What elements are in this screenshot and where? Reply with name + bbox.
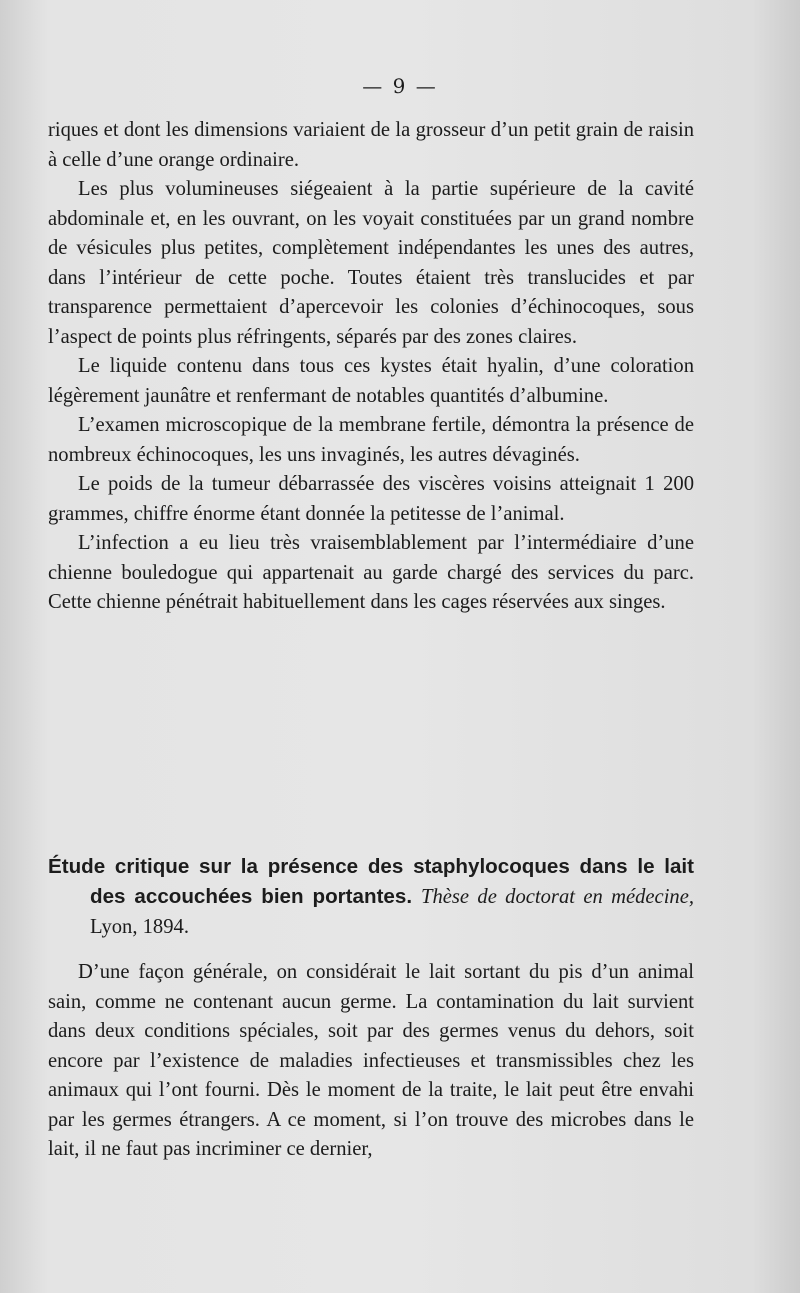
page-number: — 9 — [362,74,438,98]
paragraph: L’examen microscopique de la membrane fertile, démontra la présence de nombreux échinocoques, les uns invaginés, les autres dévaginés. [48,414,694,466]
paragraph: Le poids de la tumeur débarrassée des viscères voisins atteignait 1 200 grammes, chiffre énorme étant donnée la petitesse de l’animal. [48,473,694,525]
paragraph: riques et dont les dimensions variaient de la grosseur d’un petit grain de raisin à celle d’une orange ordinaire. [48,119,694,171]
section-title: Étude critique sur la présence des staphylocoques dans le lait des accouchées bien portantes. [48,855,694,908]
paragraph: Les plus volumineuses siégeaient à la partie supérieure de la cavité abdominale et, en les ouvrant, on les voyait constituées par un grand nombre de vésicules plus petites, complètement indépendantes les unes des autres, dans l’intérieur de cette poche. Toutes étaient très translucides et par transparence permettaient d’apercevoir les colonies d’échinocoques, sous l’aspect de points plus réfringents, séparés par des zones claires. [48,178,694,348]
paragraph: Le liquide contenu dans tous ces kystes était hyalin, d’une coloration légèrement jaunâtre et renfermant de notables quantités d’albumine. [48,355,694,407]
body-text-section [48,958,694,1165]
section-place: Lyon, 1894. [90,916,189,938]
section-thesis: Thèse de doctorat en médecine, [421,886,695,908]
section-heading [48,852,694,942]
paragraph: L’infection a eu lieu très vraisemblablement par l’intermédiaire d’une chienne bouledogue qui appartenait au garde chargé des services du parc. Cette chienne pénétrait habituellement dans les cages réservées aux singes. [48,532,694,613]
body-text [48,116,694,618]
paragraph: D’une façon générale, on considérait le lait sortant du pis d’un animal sain, comme ne contenant aucun germe. La contamination du lait survient dans deux conditions spéciales, soit par des germes venus du dehors, soit encore par l’existence de maladies infectieuses et transmissibles chez les animaux qui l’ont fourni. Dès le moment de la traite, le lait peut être envahi par les germes étrangers. A ce moment, si l’on trouve des microbes dans le lait, il ne faut pas incriminer ce dernier, [48,961,694,1160]
